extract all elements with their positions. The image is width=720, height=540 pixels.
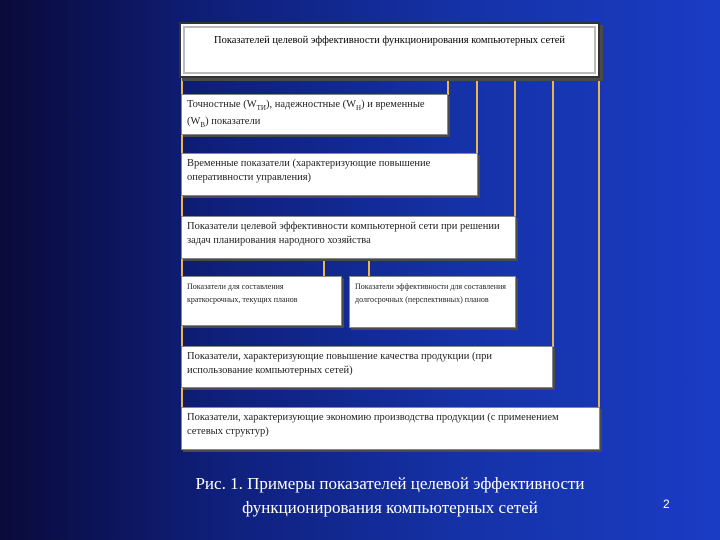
box-accuracy-reliability-time: [181, 94, 448, 135]
connector-short-term: [323, 258, 325, 277]
connector-time: [476, 78, 478, 154]
connector-long-term: [368, 258, 370, 277]
accuracy-text-4: ) показатели: [205, 116, 261, 128]
box-economy-indicators: Показатели, характеризующие экономию производства продукции (с применением сетевых структур): [181, 407, 600, 450]
box-quality-indicators: Показатели, характеризующие повышение качества продукции (при использование компьютерных сетей): [181, 346, 553, 388]
connector-accuracy: [447, 78, 449, 95]
figure-caption: Рис. 1. Примеры показателей целевой эффективности функционирования компьютерных сетей: [195, 474, 585, 517]
accuracy-sub-3: В: [200, 121, 206, 130]
diagram-title: Показателей целевой эффективности функционирования компьютерных сетей: [179, 22, 600, 78]
page-number: 2: [663, 497, 670, 511]
accuracy-sub-1: ТИ: [256, 104, 266, 113]
accuracy-text-1: Точностные (W: [187, 99, 257, 110]
box-long-term-plans: Показатели эффективности для составления долгосрочных (перспективных) планов: [349, 276, 516, 328]
accuracy-text-2: ), надежностные (W: [265, 99, 357, 110]
box-planning-indicators: Показатели целевой эффективности компьютерной сети при решении задач планирования народного хозяйства: [181, 216, 516, 259]
connector-planning: [514, 78, 516, 218]
accuracy-text-3: ) и временные (W: [187, 99, 425, 128]
box-time-indicators: Временные показатели (характеризующие повышение оперативности управления): [181, 153, 478, 196]
accuracy-sub-2: Н: [356, 104, 362, 113]
connector-economy: [598, 78, 600, 408]
box-short-term-plans: Показатели для составления краткосрочных, текущих планов: [181, 276, 342, 326]
connector-quality: [552, 78, 554, 347]
